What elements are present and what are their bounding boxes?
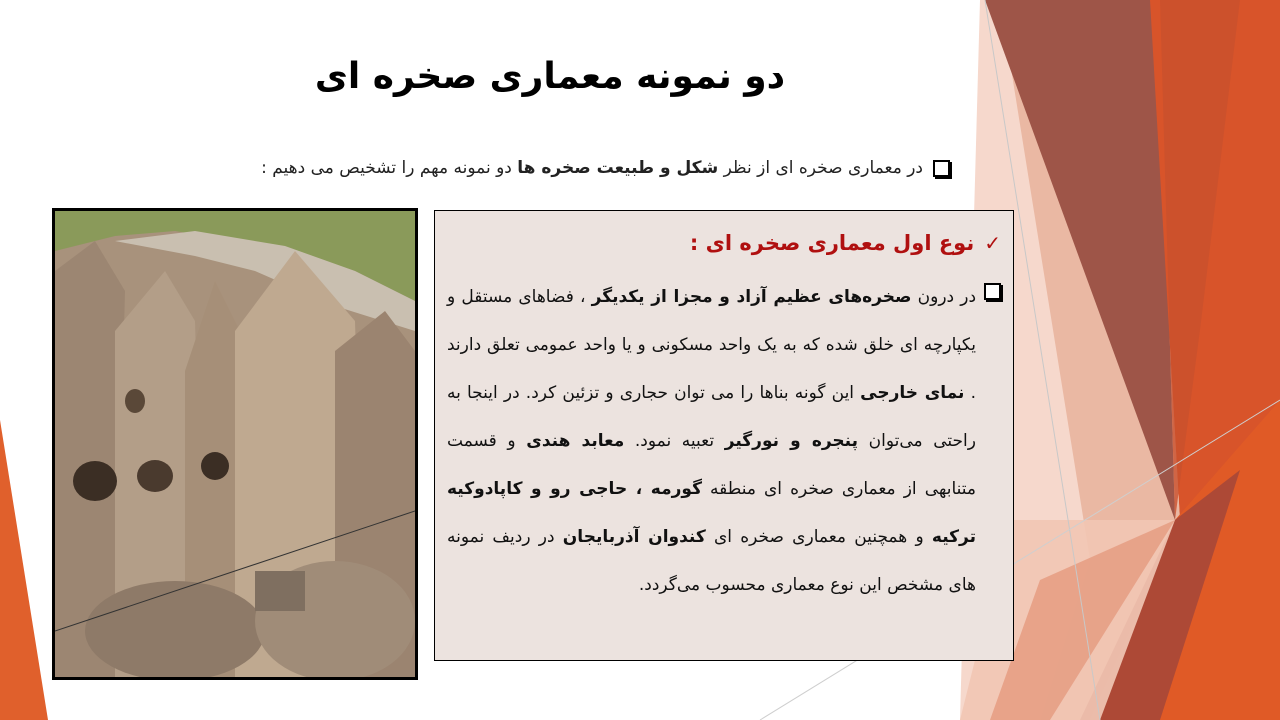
paragraph-bold-run: صخره‌های عظیم آزاد و مجزا از یکدیگر (591, 287, 912, 307)
paragraph-run: و قسمت متنابهی از معماری صخره ای منطقه (447, 431, 976, 499)
paragraph-run: ، فضاهای مستقل و یکپارچه ای خلق شده که به یک واحد مسکونی و یا واحد عمومی تعلق دارند . (447, 287, 976, 403)
page-title: دو نمونه معماری صخره ای (314, 56, 786, 97)
intro-bullet (150, 150, 950, 186)
paragraph-bold-run: کندوان آذربایجان (562, 527, 706, 547)
paragraph-bold-run: نمای خارجی (860, 383, 965, 403)
paragraph-bold-run: گورمه ، حاجی رو و کاپادوکیه ترکیه (447, 479, 976, 547)
checkbox-bullet-icon (933, 160, 950, 177)
intro-text (261, 158, 923, 178)
paragraph-bold-run: پنجره و نورگیر (724, 431, 859, 451)
paragraph-run: و همچنین معماری صخره ای (705, 527, 932, 547)
paragraph-bold-run: معابد هندی (526, 431, 625, 451)
paragraph-run: تعبیه نمود. (624, 431, 725, 451)
description-paragraph (447, 273, 976, 609)
section-heading: نوع اول معماری صخره ای : (689, 231, 975, 255)
paragraph-run: این گونه بناها را می توان حجاری و تزئین کرد. در اینجا به راحتی می‌توان (447, 383, 976, 451)
cliff-dwellings-photo (52, 208, 418, 680)
paragraph-run: در ردیف نمونه های مشخص این نوع معماری محسوب می‌گردد. (447, 527, 976, 595)
left-orange-shape (0, 420, 48, 720)
rock-photo-icon (55, 211, 415, 677)
intro-suffix: دو نمونه مهم را تشخیص می دهیم : (261, 158, 518, 178)
checkmark-icon: ✓ (984, 231, 1001, 255)
intro-prefix: در معماری صخره ای از نظر (718, 158, 923, 178)
intro-bold: شکل و طبیعت صخره ها (517, 158, 719, 178)
paragraph-row (447, 273, 1001, 609)
checkbox-bullet-icon (984, 283, 1001, 300)
paragraph-run: در درون (911, 287, 977, 307)
description-box (434, 210, 1014, 661)
heading-row (447, 223, 1001, 263)
